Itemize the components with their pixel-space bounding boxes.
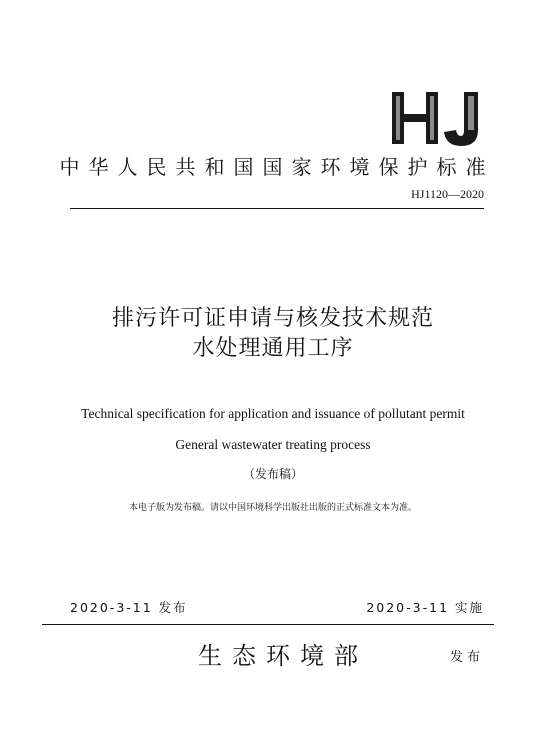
electronic-version-notice: 本电子版为发布稿。请以中国环境科学出版社出版的正式标准文本为准。 xyxy=(128,503,417,513)
chinese-title-line2: 水处理通用工序 xyxy=(192,336,354,361)
standard-code: HJ1120—2020 xyxy=(411,187,484,201)
chinese-title-line1: 排污许可证申请与核发技术规范 xyxy=(111,306,434,331)
header-divider xyxy=(70,208,484,209)
release-date: 2020-3-11 发布 xyxy=(70,600,188,615)
issuing-authority: 生态环境部 xyxy=(198,642,368,670)
standard-type-title: 中华人民共和国国家环境保护标准 xyxy=(59,155,495,179)
implementation-date: 2020-3-11 实施 xyxy=(366,600,484,615)
english-title-line1: Technical specification for application and issuance of pollutant permit xyxy=(81,406,465,421)
issue-label: 发布 xyxy=(449,650,484,665)
footer-divider xyxy=(42,624,494,625)
hj-logo-icon xyxy=(386,88,486,148)
hj-logo xyxy=(386,88,486,148)
draft-tag: （发布稿） xyxy=(242,467,303,481)
english-title-line2: General wastewater treating process xyxy=(175,437,371,452)
